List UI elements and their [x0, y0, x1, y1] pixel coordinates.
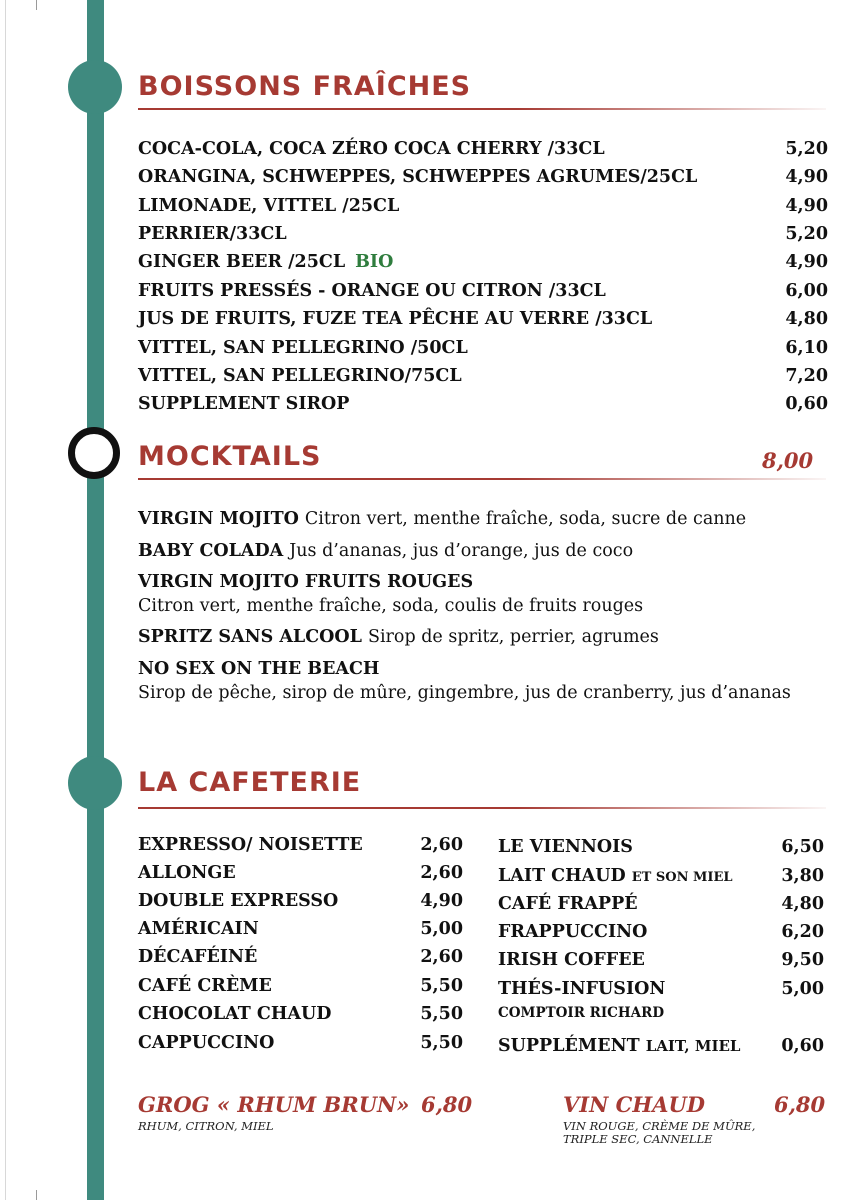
coffee-price: 5,50 [420, 1004, 463, 1024]
page-edge-line [5, 0, 6, 1200]
coffee-name: EXPRESSO/ NOISETTE [138, 835, 363, 855]
coffee-price: 5,50 [420, 976, 463, 996]
mocktail-desc: Citron vert, menthe fraîche, soda, coulis de fruits rouges [138, 596, 644, 616]
bio-badge: BIO [355, 252, 394, 272]
supplement-name-text: SUPPLÉMENT [498, 1036, 640, 1056]
drink-price: 4,90 [785, 196, 828, 216]
section-title-cafeterie: LA CAFETERIE [138, 767, 362, 798]
crop-mark-top [36, 0, 37, 10]
drink-price: 5,20 [785, 224, 828, 244]
drink-row [138, 167, 828, 193]
drink-name-text: GINGER BEER /25CL [138, 252, 346, 272]
drink-price: 4,90 [785, 167, 828, 187]
drink-name: COCA-COLA, COCA ZÉRO COCA CHERRY /33CL [138, 139, 605, 159]
mocktail-item [138, 570, 838, 618]
coffee-row [138, 947, 463, 973]
coffee-name-suffix: ET SON MIEL [631, 870, 733, 885]
supplement-name [498, 1036, 740, 1056]
drink-price: 6,10 [785, 338, 828, 358]
drink-name: JUS DE FRUITS, FUZE TEA PÊCHE AU VERRE /33CL [138, 309, 653, 329]
drink-name: VITTEL, SAN PELLEGRINO/75CL [138, 366, 462, 386]
grog-price: 6,80 [421, 1092, 473, 1117]
coffee-price: 6,50 [781, 837, 824, 857]
teal-vertical-rail [87, 0, 104, 1200]
section-dot-boissons [68, 60, 122, 114]
mocktail-item [138, 539, 838, 563]
coffee-name: DOUBLE EXPRESSO [138, 891, 339, 911]
drink-row [138, 252, 828, 278]
drink-row [138, 281, 828, 307]
coffee-price: 5,00 [781, 979, 824, 999]
section-rule-mocktails [138, 478, 826, 480]
coffee-name [498, 866, 733, 886]
drink-row [138, 139, 828, 165]
crop-mark-bottom [36, 1190, 37, 1200]
drink-name: FRUITS PRESSÉS - ORANGE OU CITRON /33CL [138, 281, 606, 301]
coffee-price: 2,60 [420, 947, 463, 967]
drink-price: 4,80 [785, 309, 828, 329]
supplement-row [498, 1036, 824, 1062]
drink-row [138, 196, 828, 222]
mocktail-item [138, 625, 838, 649]
mocktail-desc: Sirop de spritz, perrier, agrumes [367, 627, 659, 647]
drink-name: VITTEL, SAN PELLEGRINO /50CL [138, 338, 468, 358]
coffee-name: CAFÉ CRÈME [138, 976, 272, 996]
coffee-price: 4,80 [781, 894, 824, 914]
section-title-boissons: BOISSONS FRAÎCHES [138, 71, 472, 102]
supplement-suffix: LAIT, MIEL [645, 1037, 741, 1055]
coffee-price: 2,60 [420, 835, 463, 855]
coffee-name: ALLONGE [138, 863, 236, 883]
coffee-row [138, 835, 463, 861]
drink-price: 6,00 [785, 281, 828, 301]
coffee-name: DÉCAFÉINÉ [138, 947, 258, 967]
vin-chaud-desc-line-2: TRIPLE SEC, CANNELLE [563, 1132, 713, 1146]
coffee-name: CAPPUCCINO [138, 1033, 275, 1053]
coffee-price: 3,80 [781, 866, 824, 886]
coffee-name: CAFÉ FRAPPÉ [498, 894, 638, 914]
mocktail-name: NO SEX ON THE BEACH [138, 659, 380, 679]
coffee-row [498, 979, 824, 1005]
coffee-price: 4,90 [420, 891, 463, 911]
coffee-row [138, 1004, 463, 1030]
coffee-row [498, 894, 824, 920]
coffee-name: THÉS-INFUSION [498, 979, 666, 999]
drink-row [138, 394, 828, 420]
coffee-row [138, 919, 463, 945]
section-rule-boissons [138, 108, 826, 110]
coffee-row [138, 1033, 463, 1059]
drink-row [138, 338, 828, 364]
coffee-price: 2,60 [420, 863, 463, 883]
mocktail-item [138, 657, 838, 705]
coffee-price: 6,20 [781, 922, 824, 942]
mocktail-desc: Citron vert, menthe fraîche, soda, sucre de canne [304, 509, 747, 529]
vin-chaud-name: VIN CHAUD [563, 1092, 705, 1117]
drink-price: 5,20 [785, 139, 828, 159]
coffee-row [498, 837, 824, 863]
coffee-row [138, 863, 463, 889]
coffee-name: CHOCOLAT CHAUD [138, 1004, 332, 1024]
section-title-mocktails: MOCKTAILS [138, 441, 322, 472]
mocktail-name: SPRITZ SANS ALCOOL [138, 627, 362, 647]
coffee-price: 5,00 [420, 919, 463, 939]
coffee-name: LE VIENNOIS [498, 837, 633, 857]
drink-price: 0,60 [785, 394, 828, 414]
drink-name: SUPPLEMENT SIROP [138, 394, 350, 414]
section-rule-cafeterie [138, 807, 826, 809]
vin-chaud-desc-line-1: VIN ROUGE, CRÈME DE MÛRE, [563, 1119, 756, 1133]
drink-price: 4,90 [785, 252, 828, 272]
coffee-name: AMÉRICAIN [138, 919, 259, 939]
coffee-name-text: LAIT CHAUD [498, 866, 626, 886]
mocktails-price: 8,00 [762, 448, 814, 473]
mocktail-item [138, 507, 838, 531]
coffee-row [498, 950, 824, 976]
drink-name [138, 252, 393, 272]
drink-row [138, 366, 828, 392]
drink-row [138, 224, 828, 250]
grog-desc: RHUM, CITRON, MIEL [138, 1119, 274, 1133]
coffee-row [138, 891, 463, 917]
coffee-price: 5,50 [420, 1033, 463, 1053]
mocktail-desc: Sirop de pêche, sirop de mûre, gingembre, jus de cranberry, jus d’ananas [138, 683, 791, 703]
drink-name: PERRIER/33CL [138, 224, 287, 244]
section-ring-mocktails [68, 427, 120, 479]
mocktail-name: BABY COLADA [138, 541, 284, 561]
thes-brand-note: COMPTOIR RICHARD [498, 1005, 665, 1021]
supplement-price: 0,60 [781, 1036, 824, 1056]
drink-name: LIMONADE, VITTEL /25CL [138, 196, 400, 216]
mocktail-name: VIRGIN MOJITO [138, 509, 299, 529]
grog-name: GROG « RHUM BRUN» [138, 1092, 410, 1117]
drink-name: ORANGINA, SCHWEPPES, SCHWEPPES AGRUMES/25CL [138, 167, 698, 187]
vin-chaud-price: 6,80 [774, 1092, 826, 1117]
drink-row [138, 309, 828, 335]
drink-price: 7,20 [785, 366, 828, 386]
section-dot-cafeterie [68, 756, 122, 810]
coffee-name: FRAPPUCCINO [498, 922, 648, 942]
mocktail-name: VIRGIN MOJITO FRUITS ROUGES [138, 572, 474, 592]
coffee-row [498, 866, 824, 892]
coffee-row [138, 976, 463, 1002]
coffee-name: IRISH COFFEE [498, 950, 645, 970]
coffee-row [498, 922, 824, 948]
coffee-price: 9,50 [781, 950, 824, 970]
mocktail-desc: Jus d’ananas, jus d’orange, jus de coco [289, 541, 634, 561]
